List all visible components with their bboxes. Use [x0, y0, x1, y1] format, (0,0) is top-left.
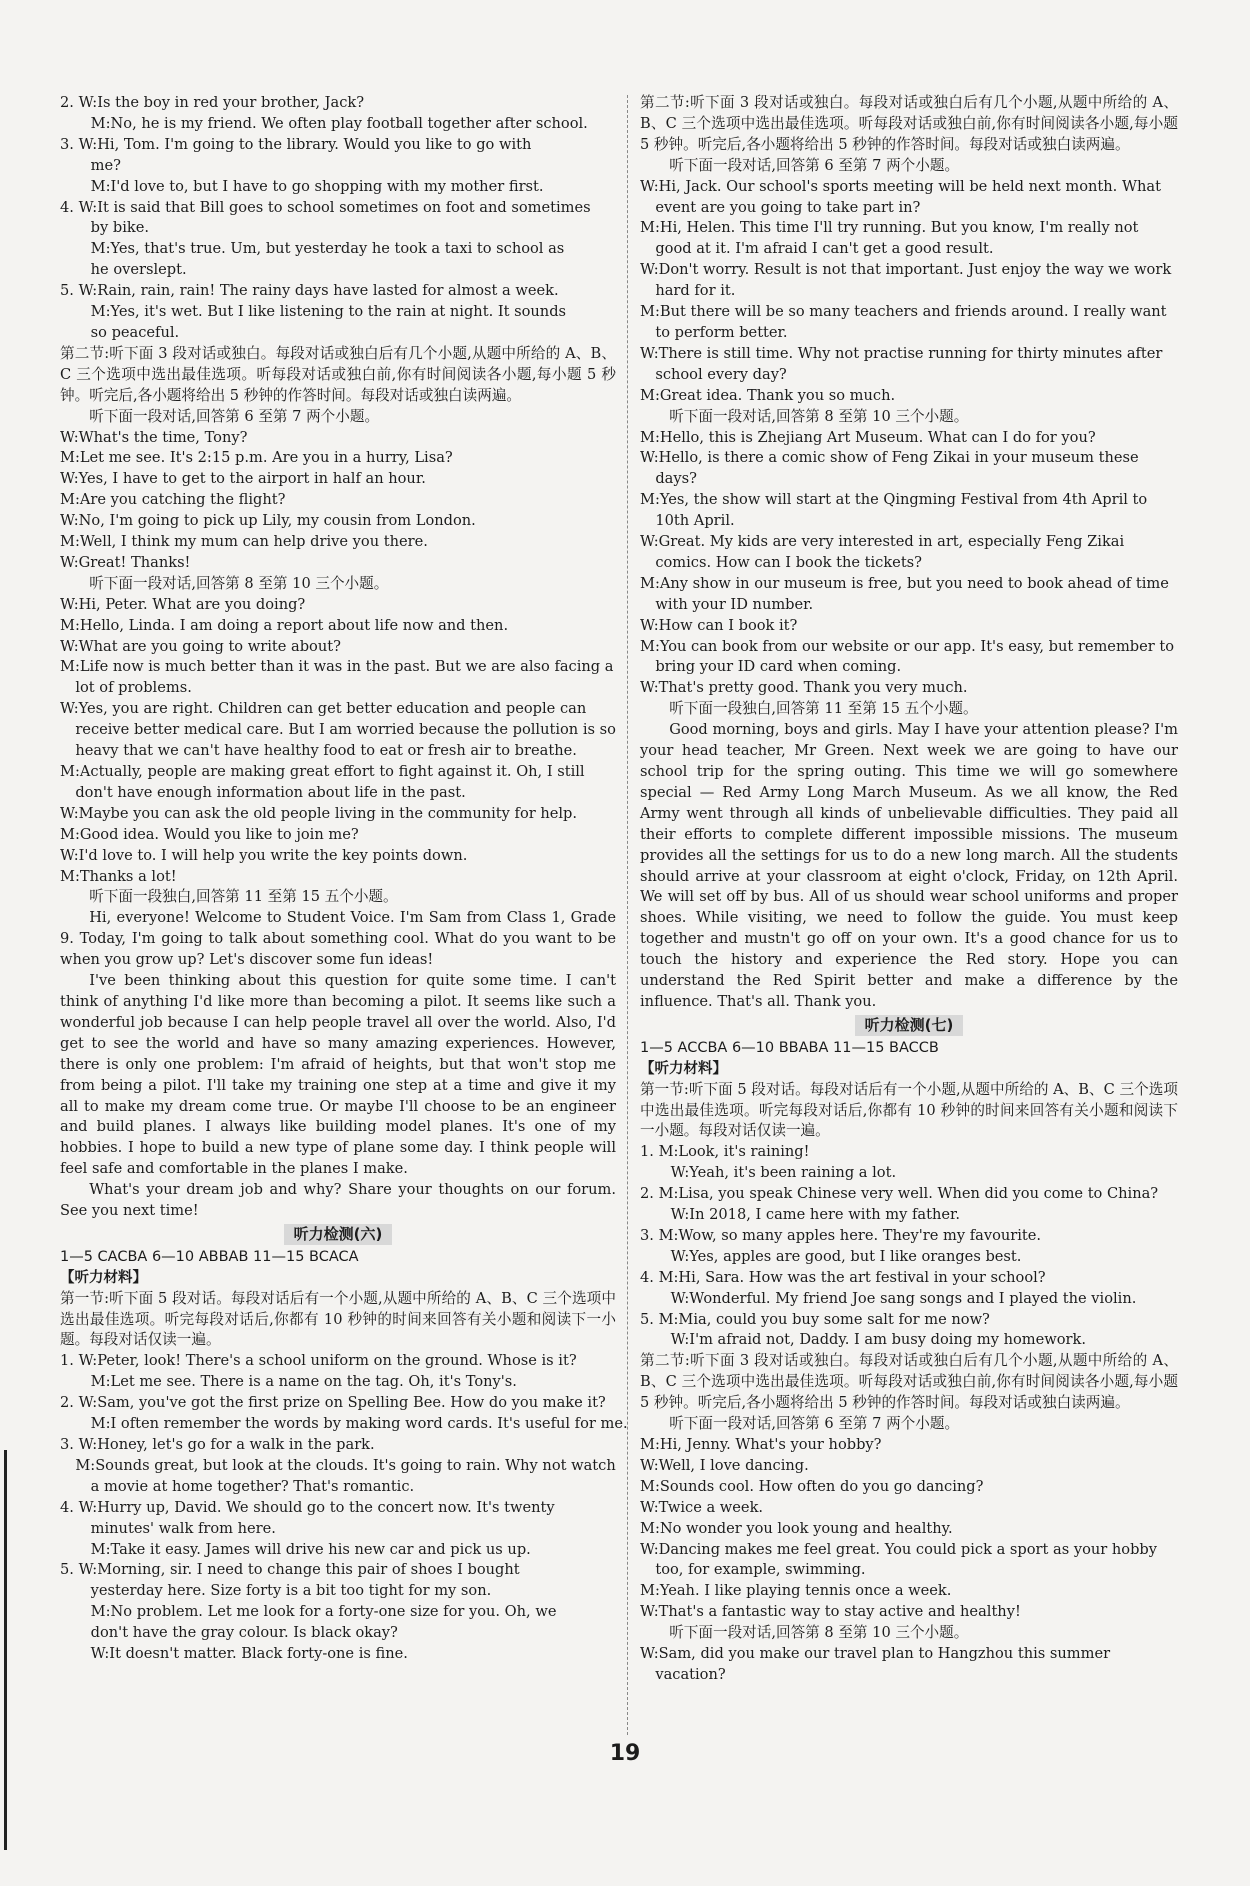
text-line: W:Hi, Jack. Our school's sports meeting will be held next month. What event are you going to take part in? [640, 177, 1161, 216]
text-line: W:What are you going to write about? [60, 637, 341, 655]
text-line: M:Hi, Jenny. What's your hobby? [640, 1436, 882, 1453]
text-line: 4. W:It is said that Bill goes to school sometimes on foot and sometimes [60, 198, 591, 216]
text-line: 第二节:听下面 3 段对话或独白。每段对话或独白后有几个小题,从题中所给的 A、B、C 三个选项中选出最佳选项。听每段对话或独白前,你有时间阅读各小题,每小题 5 秒钟。听完后,各小题将给出 5 秒钟的作答时间。每段对话或独白读两遍。 [640, 1352, 1178, 1412]
section-title-text: 听力检测(六) [284, 1224, 393, 1245]
text-line: W:I'd love to. I will help you write the key points down. [60, 846, 468, 864]
text-line: M:No, he is my friend. We often play football together after school. [90, 114, 588, 132]
page-number: 19 [609, 1741, 641, 1766]
text-line: M:Yes, it's wet. But I like listening to the rain at night. It sounds [90, 303, 567, 321]
text-line: W:Maybe you can ask the old people living in the community for help. [60, 804, 578, 822]
text-line: W:There is still time. Why not practise running for thirty minutes after school every day? [640, 344, 1163, 383]
text-line: I've been thinking about this question for quite some time. I can't think of anything I'd like more than becoming a pilot. It seems like such a wonderful job because I can help people travel all over the world. Also, I'd get to see the world and have so many amazing experiences. However, there is only one problem: I'm afraid of heights, but that won't stop me from being a pilot. I'll take my training one step at a time and give it my all to make my dream come true. Or maybe I'll choose to be an engineer and build planes. I always like building model planes. It's one of my hobbies. I hope to build a new type of plane some day. I think people will feel safe and comfortable in the planes I make. [60, 972, 616, 1178]
text-line: W:Yes, you are right. Children can get better education and people can receive better medical care. But I am worried because the pollution is so heavy that we can't have healthy food to eat or fresh air to breathe. [60, 700, 616, 760]
text-line: W:Yes, I have to get to the airport in half an hour. [60, 470, 426, 488]
text-line: 2. M:Lisa, you speak Chinese very well. When did you come to China? [640, 1185, 1159, 1203]
text-line: M:I often remember the words by making word cards. It's useful for me. [90, 1415, 628, 1433]
text-line: M:Any show in our museum is free, but you need to book ahead of time with your ID number. [640, 574, 1169, 613]
section-title-text: 听力检测(七) [855, 1015, 964, 1036]
text-line: M:No wonder you look young and healthy. [640, 1519, 953, 1537]
text-line: W:That's a fantastic way to stay active and healthy! [640, 1603, 1021, 1621]
text-line: Hi, everyone! Welcome to Student Voice. I'm Sam from Class 1, Grade 9. Today, I'm going to talk about something cool. What do you want to be when you grow up? Let's discover some fun ideas! [60, 909, 616, 969]
right-column [640, 93, 1178, 1686]
text-line: M:Great idea. Thank you so much. [640, 386, 896, 404]
text-line: 1. M:Look, it's raining! [640, 1143, 810, 1161]
text-line: M:Actually, people are making great effort to fight against it. Oh, I still don't have enough information about life in the past. [60, 763, 585, 801]
text-line: 第一节:听下面 5 段对话。每段对话后有一个小题,从题中所给的 A、B、C 三个选项中选出最佳选项。听完每段对话后,你都有 10 秒钟的时间来回答有关小题和阅读下一小题。每段对话仅读一遍。 [60, 1289, 616, 1349]
text-line: M:Well, I think my mum can help drive you there. [60, 533, 428, 551]
text-line: 听下面一段对话,回答第 8 至第 10 三个小题。 [89, 574, 389, 592]
text-line: M:Yes, the show will start at the Qingming Festival from 4th April to 10th April. [640, 491, 1148, 530]
text-line: 5. W:Rain, rain, rain! The rainy days have lasted for almost a week. [60, 282, 559, 300]
section-title [60, 1224, 616, 1246]
text-line: W:Twice a week. [640, 1498, 764, 1516]
text-line: Good morning, boys and girls. May I have your attention please? I'm your head teacher, Mr Green. Next week we are going to have our school trip for the spring outing. This time we will go somewhere special — Red Army Long March Museum. As we all know, the Red Army went through all kinds of unbelievable difficulties. They paid all their efforts to complete different impossible missions. The museum provides all the settings for us to do a new long march. All the students should arrive at your classroom at eight o'clock, Friday, on 12th April. We will set off by bus. All of us should wear school uniforms and proper shoes. While visiting, we need to follow the guide. You must keep together and mustn't go off on your own. It's a good chance for us to touch the history and experience the Red story. Hope you can understand the Red Spirit better and make a difference by the influence. That's all. Thank you. [640, 721, 1178, 1010]
text-line: 听下面一段对话,回答第 6 至第 7 两个小题。 [89, 407, 380, 425]
text-line: 5. W:Morning, sir. I need to change this pair of shoes I bought [60, 1561, 520, 1579]
text-line: 听下面一段独白,回答第 11 至第 15 五个小题。 [89, 888, 398, 906]
text-line: W:Don't worry. Result is not that important. Just enjoy the way we work hard for it. [640, 261, 1172, 300]
text-line: M:Life now is much better than it was in the past. But we are also facing a lot of problems. [60, 658, 614, 697]
text-line: W:How can I book it? [640, 616, 798, 634]
text-line: W:It doesn't matter. Black forty-one is fine. [90, 1645, 408, 1663]
text-line: M:You can book from our website or our app. It's easy, but remember to bring your ID card when coming. [640, 637, 1175, 676]
text-line: 第二节:听下面 3 段对话或独白。每段对话或独白后有几个小题,从题中所给的 A、B、C 三个选项中选出最佳选项。听每段对话或独白前,你有时间阅读各小题,每小题 5 秒钟。听完后,各小题将给出 5 秒钟的作答时间。每段对话或独白读两遍。 [60, 344, 616, 404]
text-line: 5. M:Mia, could you buy some salt for me now? [640, 1310, 990, 1328]
text-line: by bike. [90, 219, 150, 237]
text-line: M:Sounds great, but look at the clouds. It's going to rain. Why not watch a movie at home together? That's romantic. [75, 1456, 616, 1495]
text-line: M:But there will be so many teachers and friends around. I really want to perform better. [640, 303, 1167, 341]
text-line: W:That's pretty good. Thank you very much. [640, 679, 968, 697]
text-line: me? [90, 156, 121, 174]
text-line: so peaceful. [90, 323, 180, 341]
left-column [60, 93, 628, 1665]
text-line: minutes' walk from here. [90, 1519, 276, 1537]
text-line: don't have the gray colour. Is black okay? [90, 1624, 398, 1642]
text-line: W:In 2018, I came here with my father. [670, 1206, 961, 1224]
text-line: What's your dream job and why? Share your thoughts on our forum. See you next time! [60, 1181, 616, 1220]
text-line: W:What's the time, Tony? [60, 428, 248, 446]
text-line: 第二节:听下面 3 段对话或独白。每段对话或独白后有几个小题,从题中所给的 A、B、C 三个选项中选出最佳选项。听每段对话或独白前,你有时间阅读各小题,每小题 5 秒钟。听完后,各小题将给出 5 秒钟的作答时间。每段对话或独白读两遍。 [640, 94, 1178, 153]
text-line: he overslept. [90, 261, 187, 279]
text-line: M:Yes, that's true. Um, but yesterday he took a taxi to school as [90, 240, 565, 258]
text-line: W:Yeah, it's been raining a lot. [670, 1164, 897, 1182]
text-line: 听下面一段对话,回答第 6 至第 7 两个小题。 [669, 156, 960, 174]
text-line: 3. W:Honey, let's go for a walk in the park. [60, 1436, 375, 1453]
text-line: W:Yes, apples are good, but I like oranges best. [670, 1247, 1022, 1265]
text-line: M:Let me see. There is a name on the tag. Oh, it's Tony's. [90, 1373, 517, 1391]
text-line: W:Well, I love dancing. [640, 1456, 809, 1474]
text-line: M:Sounds cool. How often do you go dancing? [640, 1477, 984, 1495]
text-line: M:No problem. Let me look for a forty-one size for you. Oh, we [90, 1603, 557, 1621]
text-line: W:Hello, is there a comic show of Feng Zikai in your museum these days? [640, 449, 1139, 488]
materials-heading: 【听力材料】 [640, 1060, 727, 1077]
text-line: M:Take it easy. James will drive his new car and pick us up. [90, 1540, 531, 1558]
text-line: W:Great. My kids are very interested in art, especially Feng Zikai comics. How can I book the tickets? [640, 533, 1125, 571]
text-line: 听下面一段对话,回答第 8 至第 10 三个小题。 [669, 1624, 969, 1642]
column-divider [627, 95, 628, 1735]
text-line: W:Wonderful. My friend Joe sang songs and I played the violin. [670, 1289, 1137, 1307]
text-line: W:I'm afraid not, Daddy. I am busy doing my homework. [670, 1331, 1086, 1349]
text-line: 1. W:Peter, look! There's a school uniform on the ground. Whose is it? [60, 1352, 577, 1370]
text-line: 听下面一段对话,回答第 6 至第 7 两个小题。 [669, 1415, 960, 1433]
text-line: W:Hi, Peter. What are you doing? [60, 595, 306, 613]
text-line: 第一节:听下面 5 段对话。每段对话后有一个小题,从题中所给的 A、B、C 三个选项中选出最佳选项。听完每段对话后,你都有 10 秒钟的时间来回答有关小题和阅读下一小题。每段对话仅读一遍。 [640, 1080, 1178, 1140]
text-line: W:Great! Thanks! [60, 553, 191, 571]
answer-key: 1—5 ACCBA 6—10 BBABA 11—15 BACCB [640, 1039, 939, 1056]
text-line: M:Yeah. I like playing tennis once a week. [640, 1582, 952, 1600]
text-line: M:Hi, Helen. This time I'll try running. But you know, I'm really not good at it. I'm afraid I can't get a good result. [640, 219, 1139, 258]
text-line: W:Dancing makes me feel great. You could pick a sport as your hobby too, for example, swimming. [640, 1540, 1157, 1579]
text-line: M:Are you catching the flight? [60, 491, 286, 509]
text-line: 3. W:Hi, Tom. I'm going to the library. Would you like to go with [60, 135, 532, 153]
text-line: 2. W:Sam, you've got the first prize on Spelling Bee. How do you make it? [60, 1394, 606, 1412]
text-line: W:No, I'm going to pick up Lily, my cousin from London. [60, 512, 476, 530]
text-line: 听下面一段对话,回答第 8 至第 10 三个小题。 [669, 407, 969, 425]
scan-edge [4, 1450, 7, 1850]
text-line: 3. M:Wow, so many apples here. They're my favourite. [640, 1226, 1042, 1244]
text-line: M:I'd love to, but I have to go shopping with my mother first. [90, 177, 544, 195]
answer-key: 1—5 CACBA 6—10 ABBAB 11—15 BCACA [60, 1248, 359, 1265]
text-line: 4. M:Hi, Sara. How was the art festival in your school? [640, 1268, 1046, 1286]
text-line: W:Sam, did you make our travel plan to Hangzhou this summer vacation? [640, 1645, 1111, 1683]
text-line: M:Hello, Linda. I am doing a report about life now and then. [60, 616, 509, 634]
text-line: M:Hello, this is Zhejiang Art Museum. What can I do for you? [640, 428, 1096, 446]
text-line: 4. W:Hurry up, David. We should go to the concert now. It's twenty [60, 1498, 555, 1516]
materials-heading: 【听力材料】 [60, 1269, 147, 1286]
text-line: M:Thanks a lot! [60, 867, 177, 885]
text-line: M:Good idea. Would you like to join me? [60, 825, 359, 843]
text-line: yesterday here. Size forty is a bit too tight for my son. [90, 1582, 492, 1600]
text-line: 2. W:Is the boy in red your brother, Jack? [60, 94, 365, 111]
section-title [640, 1015, 1178, 1037]
text-line: M:Let me see. It's 2:15 p.m. Are you in a hurry, Lisa? [60, 449, 453, 467]
text-line: 听下面一段独白,回答第 11 至第 15 五个小题。 [669, 700, 978, 718]
